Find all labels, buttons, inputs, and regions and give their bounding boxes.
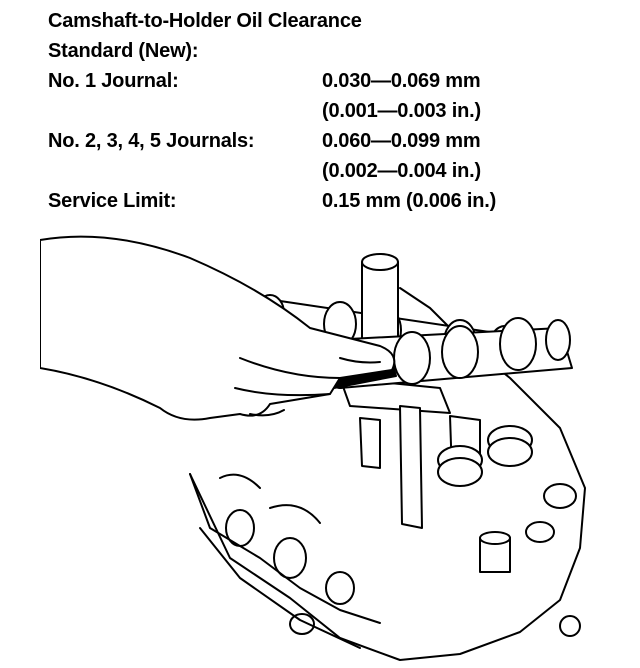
spec-row-journal-1: [48, 66, 628, 96]
clearance-spec: [48, 6, 628, 216]
spec-title: Camshaft-to-Holder Oil Clearance: [48, 10, 362, 32]
service-limit-label: Service Limit:: [48, 190, 177, 212]
journal-1-value-in: (0.001—0.003 in.): [322, 100, 481, 122]
standard-label: Standard (New):: [48, 40, 199, 62]
journals-2-5-value-in: (0.002—0.004 in.): [322, 160, 481, 182]
journal-1-value-mm: 0.030—0.069 mm: [322, 70, 481, 92]
camshaft-illustration: [40, 228, 600, 664]
journals-2-5-label: No. 2, 3, 4, 5 Journals:: [48, 130, 255, 152]
spec-row-service-limit: [48, 186, 628, 216]
spec-row-journals-2-5: [48, 126, 628, 156]
spec-row-journals-2-5-inch: [48, 156, 628, 186]
journal-1-label: No. 1 Journal:: [48, 70, 179, 92]
service-limit-value: 0.15 mm (0.006 in.): [322, 190, 497, 212]
journals-2-5-value-mm: 0.060—0.099 mm: [322, 130, 481, 152]
spec-row-journal-1-inch: [48, 96, 628, 126]
holder-bolt: [480, 532, 510, 572]
